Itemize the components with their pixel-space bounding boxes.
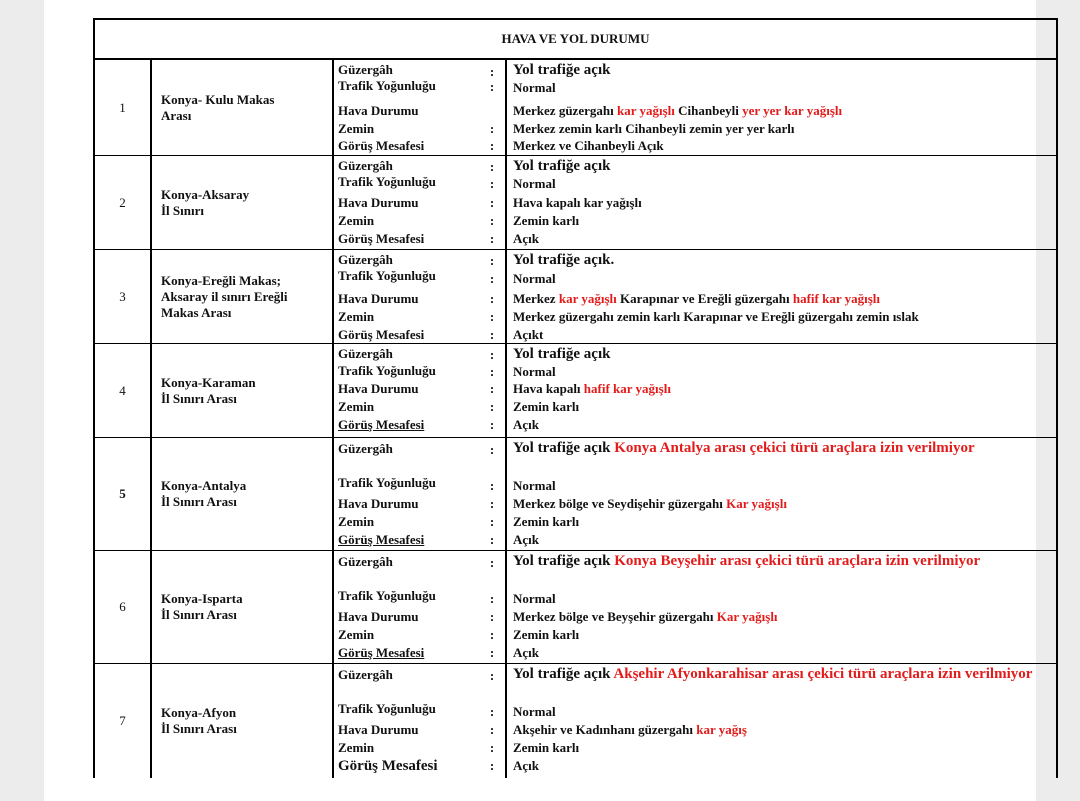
label-visibility: Görüş Mesafesi [338, 231, 425, 246]
colon-column [479, 250, 505, 343]
value-visibility: Açık [513, 532, 539, 547]
value-ground: Zemin karlı [513, 740, 580, 755]
field-labels [332, 438, 479, 550]
weather-text: Merkez [513, 291, 559, 306]
weather-road-table [93, 18, 1058, 778]
label-guzergah: Güzergâh [338, 441, 393, 456]
label-ground: Zemin [338, 213, 375, 228]
colon-column [479, 551, 505, 663]
route-line: Konya-Isparta [161, 591, 243, 606]
colon: : [489, 496, 495, 511]
value-ground: Zemin karlı [513, 213, 580, 228]
table-title: HAVA VE YOL DURUMU [93, 18, 1058, 60]
label-ground: Zemin [338, 514, 375, 529]
route-restriction: Akşehir Afyonkarahisar arası çekici türü araçlara izin verilmiyor [613, 666, 1033, 682]
route-line: İl Sınırı Arası [161, 390, 237, 406]
value-guzergah [513, 552, 1052, 571]
colon: : [489, 231, 495, 246]
table-row [93, 438, 1058, 551]
route-line: Konya-Antalya [161, 478, 247, 493]
row-number: 2 [119, 194, 126, 210]
row-number: 1 [119, 99, 126, 115]
weather-alert: hafif kar yağışlı [792, 291, 881, 306]
colon: : [489, 79, 495, 94]
label-weather: Hava Durumu [338, 381, 419, 396]
table-row [93, 156, 1058, 250]
value-guzergah: Yol trafiğe açık [513, 62, 611, 78]
field-values [505, 664, 1056, 778]
label-guzergah: Güzergâh [338, 667, 393, 682]
value-ground: Merkez zemin karlı Cihanbeyli zemin yer yer karlı [513, 121, 795, 136]
label-ground: Zemin [338, 627, 375, 642]
label-guzergah: Güzergâh [338, 62, 393, 77]
row-number: 3 [119, 288, 126, 304]
value-weather [513, 609, 1052, 625]
label-traffic: Trafik Yoğunluğu [338, 475, 436, 490]
label-traffic: Trafik Yoğunluğu [338, 701, 436, 716]
colon: : [489, 532, 495, 547]
label-ground: Zemin [338, 309, 375, 324]
label-weather: Hava Durumu [338, 609, 419, 624]
label-traffic: Trafik Yoğunluğu [338, 268, 436, 283]
route-name [150, 250, 332, 343]
weather-alert: kar yağışlı [616, 103, 675, 118]
table-row [93, 344, 1058, 438]
weather-text: Merkez bölge ve Seydişehir güzergahı [513, 496, 727, 511]
weather-alert: Kar yağışlı [726, 496, 787, 511]
value-traffic: Normal [513, 80, 556, 95]
label-visibility: Görüş Mesafesi [338, 645, 425, 660]
colon: : [489, 645, 495, 660]
weather-text: Merkez güzergahı [513, 103, 617, 118]
field-labels [332, 60, 479, 155]
route-line: Arası [161, 107, 192, 123]
colon: : [489, 195, 495, 210]
colon: : [489, 159, 495, 174]
colon: : [489, 347, 495, 362]
colon-column [479, 438, 505, 550]
weather-text: Cihanbeyli [674, 103, 743, 118]
table-row [93, 250, 1058, 344]
field-values [505, 156, 1056, 249]
route-name [150, 344, 332, 437]
colon-column [479, 344, 505, 437]
colon-column [479, 156, 505, 249]
weather-alert: hafif kar yağışlı [583, 381, 671, 396]
field-labels [332, 156, 479, 249]
route-name [150, 551, 332, 663]
value-visibility: Açık [513, 758, 539, 773]
colon: : [489, 176, 495, 191]
value-traffic: Normal [513, 478, 556, 493]
colon: : [489, 722, 495, 737]
label-visibility: Görüş Mesafesi [338, 327, 425, 342]
label-guzergah: Güzergâh [338, 554, 393, 569]
route-restriction: Konya Antalya arası çekici türü araçlara izin verilmiyor [614, 440, 975, 456]
value-visibility: Açık [513, 231, 539, 246]
field-values [505, 438, 1056, 550]
field-values [505, 60, 1056, 155]
value-weather [513, 103, 1052, 119]
weather-text: Akşehir ve Kadınhanı güzergahı [513, 722, 697, 737]
weather-alert: Kar yağışlı [716, 609, 778, 624]
label-weather: Hava Durumu [338, 195, 419, 210]
value-traffic: Normal [513, 176, 556, 191]
colon: : [489, 591, 495, 606]
colon: : [489, 478, 495, 493]
label-traffic: Trafik Yoğunluğu [338, 78, 436, 93]
value-traffic: Normal [513, 364, 556, 379]
value-guzergah: Yol trafiğe açık [513, 346, 611, 362]
value-ground: Merkez güzergahı zemin karlı Karapınar ve Ereğli güzergahı zemin ıslak [513, 309, 919, 324]
colon: : [489, 213, 495, 228]
colon: : [489, 609, 495, 624]
value-ground: Zemin karlı [513, 514, 580, 529]
table-row [93, 664, 1058, 778]
value-visibility: Açık [513, 417, 539, 432]
label-traffic: Trafik Yoğunluğu [338, 174, 436, 189]
label-traffic: Trafik Yoğunluğu [338, 363, 436, 378]
value-guzergah: Yol trafiğe açık [513, 158, 611, 174]
table-row [93, 551, 1058, 664]
colon: : [489, 442, 495, 457]
row-number: 4 [119, 382, 126, 398]
value-weather: Hava kapalı kar yağışlı [513, 195, 642, 210]
colon: : [489, 399, 495, 414]
route-line: Makas Arası [161, 304, 232, 320]
route-status: Yol trafiğe açık [513, 553, 615, 569]
colon: : [489, 417, 495, 432]
row-number: 5 [119, 486, 126, 501]
colon: : [489, 121, 495, 136]
label-visibility: Görüş Mesafesi [338, 417, 425, 432]
label-guzergah: Güzergâh [338, 346, 393, 361]
value-visibility: Açık [513, 645, 539, 660]
colon-column [479, 664, 505, 778]
colon: : [489, 555, 495, 570]
field-labels [332, 344, 479, 437]
weather-text: Merkez bölge ve Beyşehir güzergahı [513, 609, 717, 624]
route-name [150, 60, 332, 155]
weather-alert: kar yağış [696, 722, 747, 737]
route-name [150, 156, 332, 249]
colon: : [489, 64, 495, 79]
colon: : [489, 514, 495, 529]
field-labels [332, 250, 479, 343]
colon: : [489, 740, 495, 755]
route-line: İl Sınırı Arası [161, 607, 237, 622]
value-visibility: Açıkt [513, 327, 544, 342]
field-labels [332, 664, 479, 778]
colon: : [489, 364, 495, 379]
route-line: Konya-Karaman [161, 374, 256, 390]
colon: : [489, 381, 495, 396]
value-traffic: Normal [513, 591, 556, 606]
value-weather [513, 291, 1052, 307]
route-line: Konya- Kulu Makas [161, 91, 275, 107]
colon: : [489, 271, 495, 286]
label-visibility: Görüş Mesafesi [338, 758, 438, 774]
value-weather [513, 722, 1052, 738]
field-values [505, 551, 1056, 663]
route-status: Yol trafiğe açık [513, 440, 615, 456]
colon: : [489, 668, 495, 683]
route-line: Konya-Aksaray [161, 186, 250, 202]
label-weather: Hava Durumu [338, 722, 419, 737]
label-ground: Zemin [338, 740, 375, 755]
label-traffic: Trafik Yoğunluğu [338, 588, 436, 603]
colon: : [489, 309, 495, 324]
route-line: İl Sınırı [161, 202, 204, 218]
value-guzergah [513, 439, 1052, 458]
weather-text: Hava kapalı [513, 381, 584, 396]
route-line: Konya-Afyon [161, 705, 237, 720]
route-name [150, 438, 332, 550]
label-ground: Zemin [338, 121, 375, 136]
value-guzergah [513, 665, 1052, 684]
field-values [505, 344, 1056, 437]
value-guzergah: Yol trafiğe açık. [513, 252, 615, 268]
label-visibility: Görüş Mesafesi [338, 138, 425, 153]
route-line: Aksaray il sınırı Ereğli [161, 288, 288, 304]
label-visibility: Görüş Mesafesi [338, 532, 425, 547]
label-weather: Hava Durumu [338, 291, 419, 306]
value-traffic: Normal [513, 271, 556, 286]
weather-alert: yer yer kar yağışlı [742, 103, 843, 118]
colon: : [489, 138, 495, 153]
field-values [505, 250, 1056, 343]
weather-alert: kar yağışlı [558, 291, 617, 306]
route-status: Yol trafiğe açık [513, 666, 614, 682]
value-ground: Zemin karlı [513, 627, 580, 642]
label-weather: Hava Durumu [338, 496, 419, 511]
route-line: İl Sınırı Arası [161, 494, 237, 509]
colon: : [489, 704, 495, 719]
label-ground: Zemin [338, 399, 375, 414]
value-weather [513, 496, 1052, 512]
document-page [44, 0, 1036, 801]
label-weather: Hava Durumu [338, 103, 419, 118]
label-guzergah: Güzergâh [338, 158, 393, 173]
value-visibility: Merkez ve Cihanbeyli Açık [513, 138, 664, 153]
route-line: İl Sınırı Arası [161, 721, 237, 736]
value-weather [513, 381, 1052, 397]
colon: : [489, 291, 495, 306]
value-ground: Zemin karlı [513, 399, 580, 414]
colon: : [489, 627, 495, 642]
route-name [150, 664, 332, 778]
colon: : [489, 253, 495, 268]
colon: : [489, 327, 495, 342]
field-labels [332, 551, 479, 663]
table-row [93, 60, 1058, 156]
value-traffic: Normal [513, 704, 556, 719]
route-line: Konya-Ereğli Makas; [161, 272, 282, 288]
route-restriction: Konya Beyşehir arası çekici türü araçlara izin verilmiyor [614, 553, 981, 569]
label-guzergah: Güzergâh [338, 252, 393, 267]
row-number: 7 [119, 713, 126, 728]
colon: : [489, 758, 495, 773]
colon-column [479, 60, 505, 155]
row-number: 6 [119, 599, 126, 614]
weather-text: Karapınar ve Ereğli güzergahı [616, 291, 793, 306]
